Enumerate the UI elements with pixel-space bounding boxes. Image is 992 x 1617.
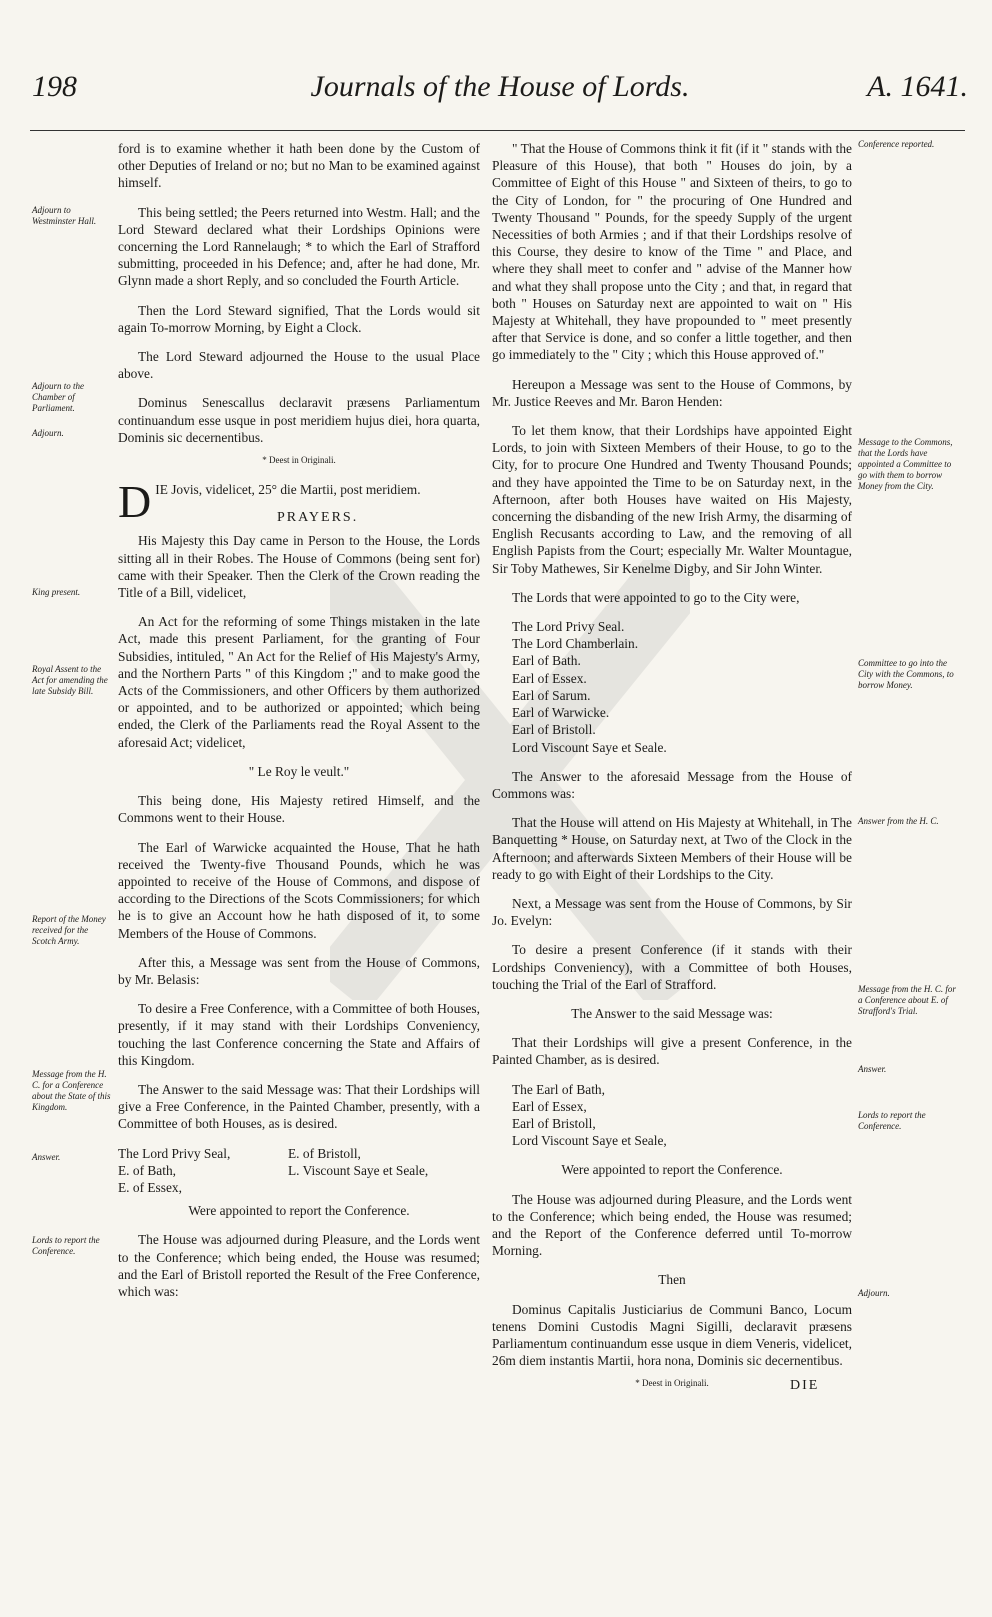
year-label: A. 1641.	[867, 70, 968, 103]
paragraph: This being done, His Majesty retired Himself, and the Commons went to their House.	[118, 793, 480, 826]
paragraph: Dominus Capitalis Justiciarius de Communi Banco, Locum tenens Domini Custodis Magni Sigilli, declaravit præsens Parliamentum continuandum esse usque in diem Veneris, videlicet, 26m diem instantis Martii, hora nona, Dominis sic decernentibus.	[492, 1301, 852, 1369]
paragraph: After this, a Message was sent from the House of Commons, by Mr. Belasis:	[118, 954, 480, 987]
footnote: * Deest in Originali.	[635, 1378, 709, 1389]
margin-note-left: Royal Assent to the Act for amending the late Subsidy Bill.	[32, 664, 108, 696]
margin-note-right: Message from the H. C. for a Conference about E. of Strafford's Trial.	[858, 984, 956, 1016]
margin-note-right: Conference reported.	[858, 139, 935, 149]
paragraph: To let them know, that their Lordships have appointed Eight Lords, to join with Sixteen Members of their House, to go to the City, for to procure One Hundred and Twenty Thousand Pounds; and they have appointed the Time to be on Saturday next, in the Afternoon, after both Houses have waited on His Majesty, concerning the disbanding of the new Irish Army, the disarming of English Recusants according to Law, and the removing of all English Papists from the Court; especially Mr. Walter Mountague, Sir Toby Mathewes, Sir Kenelme Digby, and Sir John Winter.	[492, 423, 852, 576]
paragraph: The Lords that were appointed to go to the City were,	[512, 589, 800, 605]
margin-note-right: Message to the Commons, that the Lords have appointed a Committee to go with them to borrow Money from the City.	[858, 437, 953, 491]
header-rule	[30, 130, 965, 131]
paragraph: To desire a Free Conference, with a Committee of both Houses, presently, if it may stand with their Lordships Conveniency, touching the last Conference concerning the State and Affairs of this Kingdom.	[118, 1001, 480, 1068]
paragraph: This being settled; the Peers returned into Westm. Hall; and the Lord Steward declared what their Lordships Opinions were concerning the Lord Rannelaugh; * to which the Earl of Strafford submitting, proceeded in his Defence; and, after he had done, Mr. Glynn made a short Reply, and so concluded the Fourth Article.	[118, 204, 480, 289]
list-item: Earl of Bristoll,	[512, 1115, 596, 1131]
prayers-heading: PRAYERS.	[276, 510, 359, 526]
list-item: The Lord Chamberlain.	[512, 636, 639, 652]
margin-note-left: Answer.	[32, 1152, 61, 1162]
list-item: E. of Essex,	[118, 1179, 182, 1195]
margin-note-left: Adjourn to the Chamber of Parliament.	[32, 381, 84, 413]
footnote: * Deest in Originali.	[262, 455, 336, 466]
list-item: Earl of Bristoll.	[512, 722, 596, 738]
left-column	[118, 140, 480, 1312]
margin-note-right: Committee to go into the City with the Commons, to borrow Money.	[858, 658, 954, 690]
lords-list	[492, 1081, 852, 1150]
margin-note-left: Message from the H. C. for a Conference about the State of this Kingdom.	[32, 1069, 111, 1112]
list-item: E. of Bath,	[118, 1162, 177, 1178]
margin-note-left: Report of the Money received for the Scotch Army.	[32, 914, 106, 946]
margin-note-left: Adjourn.	[32, 428, 64, 438]
margin-note-left: Lords to report the Conference.	[32, 1235, 100, 1256]
list-item: The Lord Privy Seal,	[118, 1145, 231, 1161]
list-item: Earl of Bath.	[512, 653, 581, 669]
royal-assent: " Le Roy le veult."	[248, 763, 350, 779]
paragraph: Then	[658, 1272, 686, 1288]
day-heading-text: IE Jovis, videlicet, 25° die Martii, post meridiem.	[155, 482, 421, 498]
lords-list	[118, 1145, 480, 1197]
paragraph: Dominus Senescallus declaravit præsens Parliamentum continuandum esse usque in post meridiem hujus diei, hora quarta, Dominis sic decernentibus.	[118, 395, 480, 445]
paragraph: The Lord Steward adjourned the House to the usual Place above.	[118, 349, 480, 382]
margin-note-right: Lords to report the Conference.	[858, 1110, 926, 1131]
paragraph: That their Lordships will give a present Conference, in the Painted Chamber, as is desired.	[492, 1035, 852, 1068]
running-header	[30, 70, 970, 126]
page-number: 198	[32, 70, 77, 103]
list-item: The Lord Privy Seal.	[512, 619, 625, 635]
lords-list	[492, 618, 852, 756]
margin-note-right: Answer from the H. C.	[858, 816, 939, 826]
margin-note-right: Answer.	[858, 1064, 887, 1074]
list-item: Lord Viscount Saye et Seale.	[512, 739, 667, 755]
paragraph: Were appointed to report the Conference.	[561, 1162, 783, 1178]
list-item: L. Viscount Saye et Seale,	[288, 1162, 429, 1178]
paragraph: An Act for the reforming of some Things mistaken in the late Act, made this present Parliament, for the granting of Four Subsidies, intituled, " An Act for the Relief of His Majesty's Army, and the Northern Parts " of this Kingdom ;" and to make good the Acts of the Commissioners, and other Officers by them authorized or appointed, and to be authorized or appointed; which being ended, the Clerk of the Parliaments read the Royal Assent to the aforesaid Act; videlicet,	[118, 614, 480, 750]
paragraph: Were appointed to report the Conference.	[188, 1203, 410, 1219]
paragraph: The Answer to the said Message was: That their Lordships will give a Free Conference, in the Painted Chamber, presently, with a Committee of both Houses, as is desired.	[118, 1081, 480, 1132]
paragraph: " That the House of Commons think it fit (if it " stands with the Pleasure of this House), that both " Houses do join, by a Committee of Eight of this House " and Sixteen of theirs, to go to the City of London, for " the procuring of One Hundred and Twenty Thousand " Pounds, for the speedy Supply of the urgent Necessities of both Armies ; and if that their Lordships resolve of this Course, they desire to know of the Time " and Place, and where they shall meet to confer and " advise of the Manner how and what they shall propose unto the City ; and that, in regard that both " Houses on Saturday next are appointed to wait on " His Majesty at Whitehall, they have propounded to " meet presently after that Service is done, and so confer a little together, and then go immediately to the " City ; which this House approved of."	[492, 141, 852, 363]
paragraph: Hereupon a Message was sent to the House of Commons, by Mr. Justice Reeves and Mr. Baron Henden:	[492, 376, 852, 409]
catchword: DIE	[790, 1378, 820, 1393]
list-item: The Earl of Bath,	[512, 1081, 605, 1097]
paragraph: The Answer to the aforesaid Message from the House of Commons was:	[492, 768, 852, 801]
paragraph: That the House will attend on His Majesty at Whitehall, in The Banquetting * House, on Saturday next, at Two of the Clock in the Afternoon; and afterwards Sixteen Members of their House will be ready to go with Eight of their Lordships to the City.	[492, 815, 852, 882]
running-title: Journals of the House of Lords.	[310, 70, 690, 103]
list-item: E. of Bristoll,	[288, 1145, 361, 1161]
right-column	[492, 140, 852, 1405]
paragraph: The House was adjourned during Pleasure, and the Lords went to the Conference; which being ended, the House was resumed; and the Report of the Conference deferred until To-morrow Morning.	[492, 1191, 852, 1259]
margin-note-right: Adjourn.	[858, 1288, 890, 1298]
paragraph: Next, a Message was sent from the House of Commons, by Sir Jo. Evelyn:	[492, 895, 852, 929]
paragraph: The House was adjourned during Pleasure, and the Lords went to the Conference; which being ended, the House was resumed; and the Earl of Bristoll reported the Result of the Free Conference, which was:	[118, 1232, 480, 1299]
paragraph: Then the Lord Steward signified, That the Lords would sit again To-morrow Morning, by Eight a Clock.	[118, 302, 480, 335]
paragraph: ford is to examine whether it hath been done by the Custom of other Deputies of Ireland or no; but no Man to be examined against himself.	[118, 141, 480, 191]
paragraph: The Earl of Warwicke acquainted the House, That he hath received the Twenty-five Thousand Pounds, which he was appointed to receive of the House of Commons, and dispose of according to the Directions of the Scots Commissioners; for which he is to give an Account how he hath disposed of it, to some Members of the House of Commons.	[118, 839, 480, 941]
drop-cap: D	[118, 476, 152, 528]
list-item: Earl of Warwicke.	[512, 705, 610, 721]
list-item: Earl of Essex.	[512, 670, 587, 686]
margin-note-left: King present.	[32, 587, 81, 597]
list-item: Earl of Sarum.	[512, 687, 591, 703]
paragraph: His Majesty this Day came in Person to the House, the Lords sitting all in their Robes. The House of Commons (being sent for) came with their Speaker. Then the Clerk of the Crown reading the Title of a Bill, videlicet,	[118, 533, 480, 601]
paragraph: To desire a present Conference (if it stands with their Lordships Conveniency), with a Committee of both Houses, touching the Trial of the Earl of Strafford.	[492, 942, 852, 992]
paragraph: The Answer to the said Message was:	[571, 1005, 773, 1021]
list-item: Earl of Essex,	[512, 1098, 587, 1114]
margin-note-left: Adjourn to Westminster Hall.	[32, 205, 97, 226]
list-item: Lord Viscount Saye et Seale,	[512, 1133, 667, 1149]
